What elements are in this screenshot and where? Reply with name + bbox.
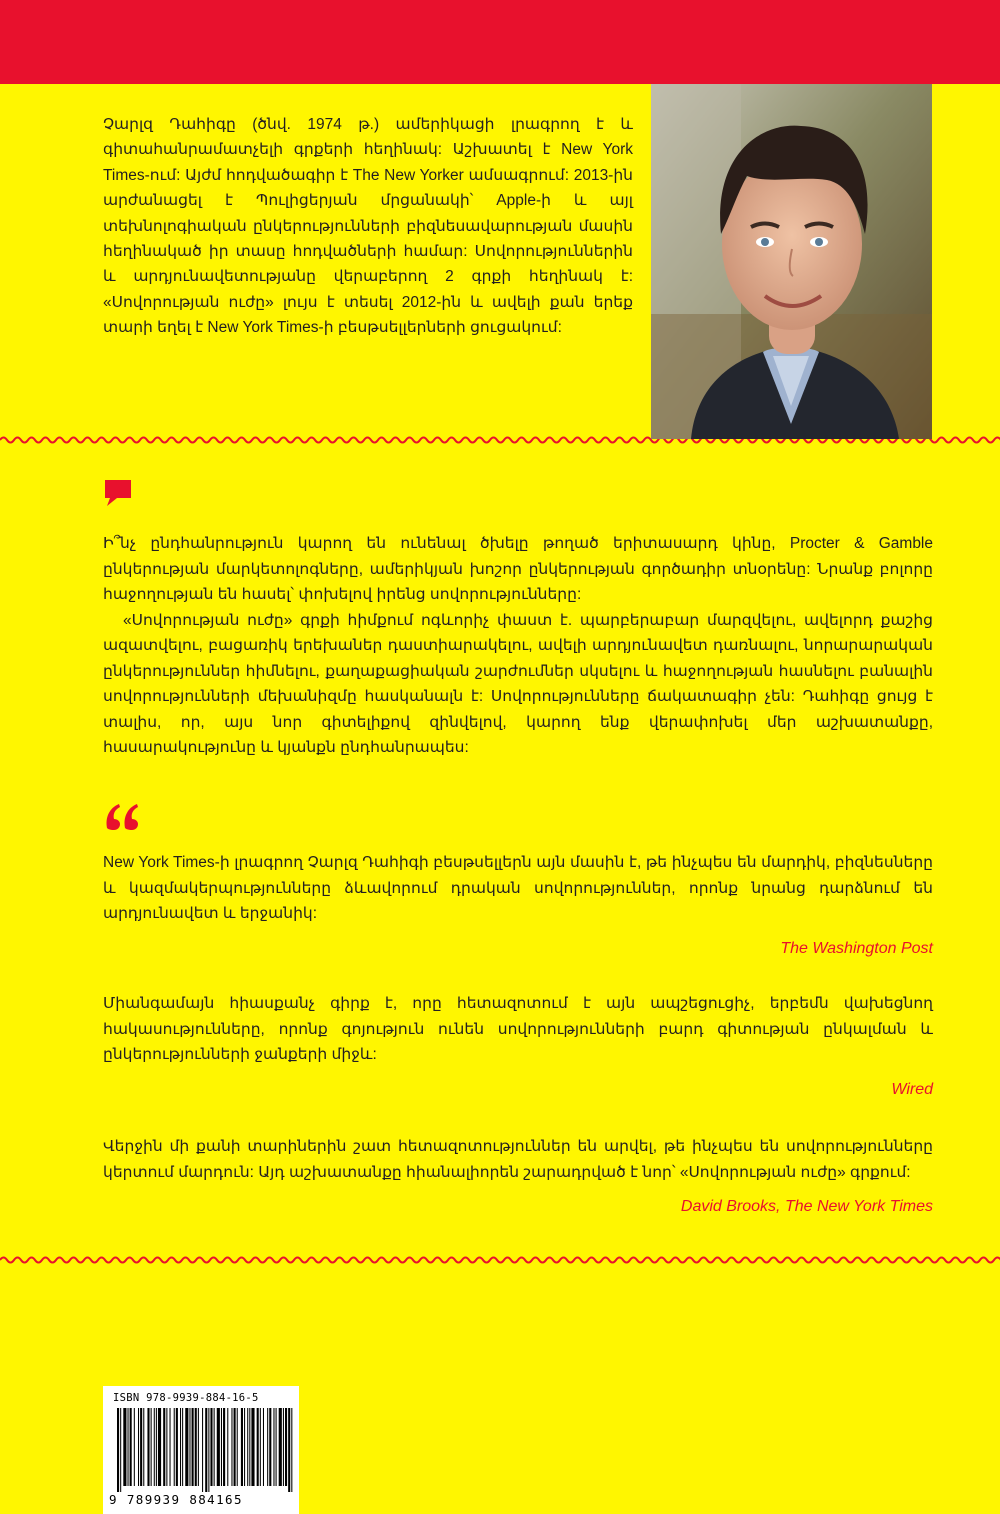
barcode-bar xyxy=(285,1408,287,1486)
barcode-bar xyxy=(140,1408,142,1486)
barcode-bar xyxy=(192,1408,194,1486)
barcode-digits: 9 789939 884165 xyxy=(109,1492,243,1507)
barcode-bar xyxy=(170,1408,171,1486)
barcode-bar xyxy=(134,1408,135,1486)
review-source: David Brooks, The New York Times xyxy=(680,1198,933,1215)
barcode-bar xyxy=(263,1408,264,1486)
barcode-bar xyxy=(185,1408,188,1486)
barcode-bar xyxy=(247,1408,248,1486)
review-text: New York Times-ի լրագրող Չարլզ Դահիգի բեսթսելլերն այն մասին է, թե ինչպես են մարդիկ, բիզնեսները և կազմակերպությունները ձևավորում դրական սովորություններ, որոնք նրանց դարձնում են արդյունավետ և երջանիկ: xyxy=(103,854,933,922)
wavy-divider-bottom xyxy=(0,1254,1000,1266)
barcode-bar xyxy=(176,1408,178,1486)
barcode-bar xyxy=(189,1408,190,1486)
barcode-bar xyxy=(223,1408,225,1486)
barcode-bar xyxy=(120,1408,121,1492)
barcode-bar xyxy=(257,1408,259,1486)
barcode-bar xyxy=(205,1408,207,1492)
barcode-box xyxy=(103,1386,299,1514)
barcode-bar xyxy=(154,1408,155,1486)
barcode-bar xyxy=(251,1408,254,1486)
summary-paragraph-1: Ի՞նչ ընդհանրություն կարող են ունենալ ծխելը թողած երիտասարդ կինը, Procter & Gamble ընկերության մարկետոլոգները, ամերիկյան խոշոր ընկերության գործադիր տնօրենը: Նրանք բոլորը հաջողության են հասել՝ փոխելով իրենց սովորությունները: xyxy=(103,535,933,603)
barcode-bar xyxy=(267,1408,268,1486)
author-bio: Չարլզ Դահիգը (ծնվ. 1974 թ.) ամերիկացի լրագրող է և գիտահանրամատչելի գրքերի հեղինակ: Աշխատել է New York Times-ում: Այժմ հոդվածագիր է The New Yorker ամսագրում: 2013-ին արժանացել է Պուլիցերյան մրցանակի՝ Apple-ի և այլ տեխնոլոգիական ընկերությունների բիզնեսավարության մասին հեղինակած իր տասը հոդվածների համար: Սովորություններին և արդյունավետությանը վերաբերող 2 գրքի հեղինակ է: «Սովորության ուժը» լույս է տեսել 2012-ին և ավելի քան երեք տարի եղել է New York Times-ի բեսթսելլերների ցուցակում: xyxy=(103,116,633,337)
review-text: Վերջին մի քանի տարիներին շատ հետազոտություններ են արվել, թե ինչպես են սովորությունները կերտում մարդուն: Այդ աշխատանքը հիանալիորեն շարադրված է նոր՝ «Սովորության ուժը» գրքում: xyxy=(103,1138,933,1181)
book-summary xyxy=(103,531,933,761)
barcode-bar xyxy=(260,1408,261,1486)
double-quote-icon xyxy=(103,800,143,832)
barcode-bar xyxy=(214,1408,215,1486)
barcode-bar xyxy=(143,1408,144,1486)
review-3 xyxy=(103,1134,933,1220)
barcode-bar xyxy=(198,1408,199,1486)
barcode-bar xyxy=(174,1408,175,1486)
barcode-bar xyxy=(269,1408,271,1486)
barcode-bar xyxy=(241,1408,243,1486)
barcode-bar xyxy=(128,1408,129,1486)
barcode-bar xyxy=(221,1408,222,1486)
barcode-bar xyxy=(195,1408,197,1486)
isbn-label: ISBN 978-9939-884-16-5 xyxy=(113,1392,259,1404)
barcode-bar xyxy=(249,1408,250,1486)
barcode-bar xyxy=(210,1408,212,1486)
barcode-bar xyxy=(151,1408,152,1486)
barcode-bar xyxy=(276,1408,277,1486)
barcode-bar xyxy=(273,1408,274,1486)
barcode-bar xyxy=(237,1408,238,1486)
barcode-bar xyxy=(217,1408,220,1486)
top-red-band xyxy=(0,0,1000,84)
barcode-bar xyxy=(202,1408,203,1492)
barcode-bar xyxy=(130,1408,132,1486)
speech-bubble-icon xyxy=(103,478,133,508)
summary-paragraph-2: «Սովորության ուժը» գրքի հիմքում ոգևորիչ փաստ է. պարբերաբար մարզվելու, ավելորդ քաշից ազատվելու, բացառիկ երեխաներ դաստիարակելու, ավելի արդյունավետ դառնալու, նորարարական ընկերություններ հիմնելու, քաղաքացիական շարժումներ սկսելու և հաջողության հասնելու բանալին սովորությունների մեխանիզմը հասկանալն է: Սովորությունները ճակատագիր չեն: Դահիգը ցույց է տալիս, որ, այս նոր գիտելիքով զինվելով, կարող ենք վերափոխել մեր աշխատանքը, հասարակությունը և կյանքն ընդհանրապես: xyxy=(103,611,933,756)
barcode-bar xyxy=(147,1408,149,1486)
author-photo xyxy=(651,84,932,439)
barcode-bar xyxy=(208,1408,209,1492)
barcode-bars xyxy=(117,1408,293,1492)
barcode-bar xyxy=(117,1408,119,1492)
review-source: Wired xyxy=(891,1080,933,1098)
barcode-bar xyxy=(123,1408,126,1486)
review-source: The Washington Post xyxy=(780,939,933,957)
barcode-bar xyxy=(291,1408,292,1492)
barcode-bar xyxy=(244,1408,245,1486)
barcode-bar xyxy=(283,1408,284,1486)
barcode-bar xyxy=(163,1408,165,1486)
barcode-bar xyxy=(158,1408,161,1486)
barcode-bar xyxy=(166,1408,167,1486)
review-2 xyxy=(103,991,933,1102)
barcode-bar xyxy=(227,1408,228,1486)
barcode-bar xyxy=(182,1408,183,1486)
barcode-bar xyxy=(279,1408,282,1486)
review-1 xyxy=(103,850,933,961)
barcode-bar xyxy=(288,1408,290,1492)
barcode-bar xyxy=(156,1408,157,1486)
barcode-bar xyxy=(234,1408,236,1486)
barcode-bar xyxy=(138,1408,139,1486)
review-text: Միանգամայն հիասքանչ գիրք է, որը հետազոտում է այն ապշեցուցիչ, երբեմն վախեցնող հակասությունները, որոնք գոյություն ունեն սովորությունների բարդ գիտության ընկալման և ընկերությունների ջանքերի միջև: xyxy=(103,995,933,1063)
barcode-bar xyxy=(180,1408,181,1486)
barcode-bar xyxy=(231,1408,232,1486)
